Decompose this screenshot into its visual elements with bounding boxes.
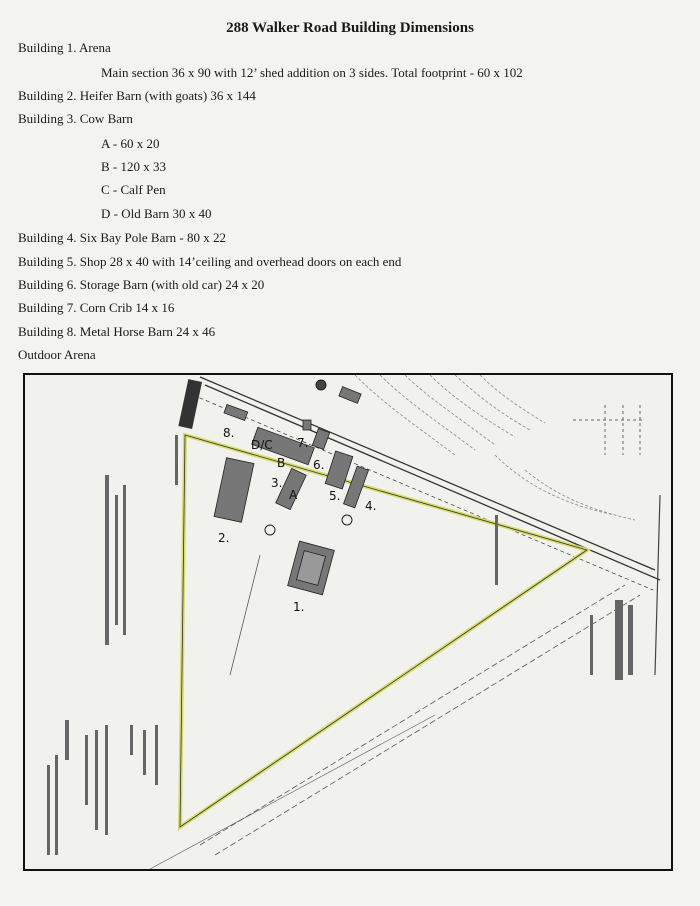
building-7-shape xyxy=(303,420,311,430)
label-building-4: 4. xyxy=(365,499,377,513)
label-section-a: A xyxy=(289,488,298,502)
label-building-1: 1. xyxy=(293,600,305,614)
label-building-5: 5. xyxy=(329,489,341,503)
label-section-b: B xyxy=(277,456,286,470)
building-3-b: B - 120 x 33 xyxy=(101,159,166,174)
north-strip xyxy=(178,379,202,429)
building-3-heading: Building 3. Cow Barn xyxy=(18,111,133,126)
building-2-line: Building 2. Heifer Barn (with goats) 36 x 144 xyxy=(18,88,256,103)
outdoor-arena-line: Outdoor Arena xyxy=(18,347,96,362)
building-4-line: Building 4. Six Bay Pole Barn - 80 x 22 xyxy=(18,230,226,245)
label-building-3: 3. xyxy=(271,476,283,490)
label-building-8: 8. xyxy=(223,426,235,440)
building-3-a: A - 60 x 20 xyxy=(101,136,160,151)
building-3-d: D - Old Barn 30 x 40 xyxy=(101,206,212,221)
contour-lines xyxy=(355,375,635,520)
building-5-line: Building 5. Shop 28 x 40 with 14’ceiling and overhead doors on each end xyxy=(18,254,402,269)
building-1-heading: Building 1. Arena xyxy=(18,40,111,55)
building-2-shape xyxy=(214,458,254,523)
label-building-2: 2. xyxy=(218,531,230,545)
lower-road-lines xyxy=(150,585,640,869)
building-1-detail: Main section 36 x 90 with 12’ shed addition on 3 sides. Total footprint - 60 x 102 xyxy=(101,65,523,80)
page-title: 288 Walker Road Building Dimensions xyxy=(226,20,474,36)
label-building-7: 7. xyxy=(297,436,309,450)
label-section-dc: D/C xyxy=(251,438,273,452)
building-8-line: Building 8. Metal Horse Barn 24 x 46 xyxy=(18,324,216,339)
building-3-c: C - Calf Pen xyxy=(101,182,166,197)
site-plan-map xyxy=(23,373,673,871)
road xyxy=(193,377,660,590)
driveway xyxy=(230,555,260,675)
building-6-line: Building 6. Storage Barn (with old car) 24 x 20 xyxy=(18,277,265,292)
building-7-line: Building 7. Corn Crib 14 x 16 xyxy=(18,300,175,315)
east-boundary-line xyxy=(655,495,660,675)
site-plan-drawing xyxy=(25,375,671,869)
label-building-6: 6. xyxy=(313,458,325,472)
building-8-shape xyxy=(224,404,248,420)
